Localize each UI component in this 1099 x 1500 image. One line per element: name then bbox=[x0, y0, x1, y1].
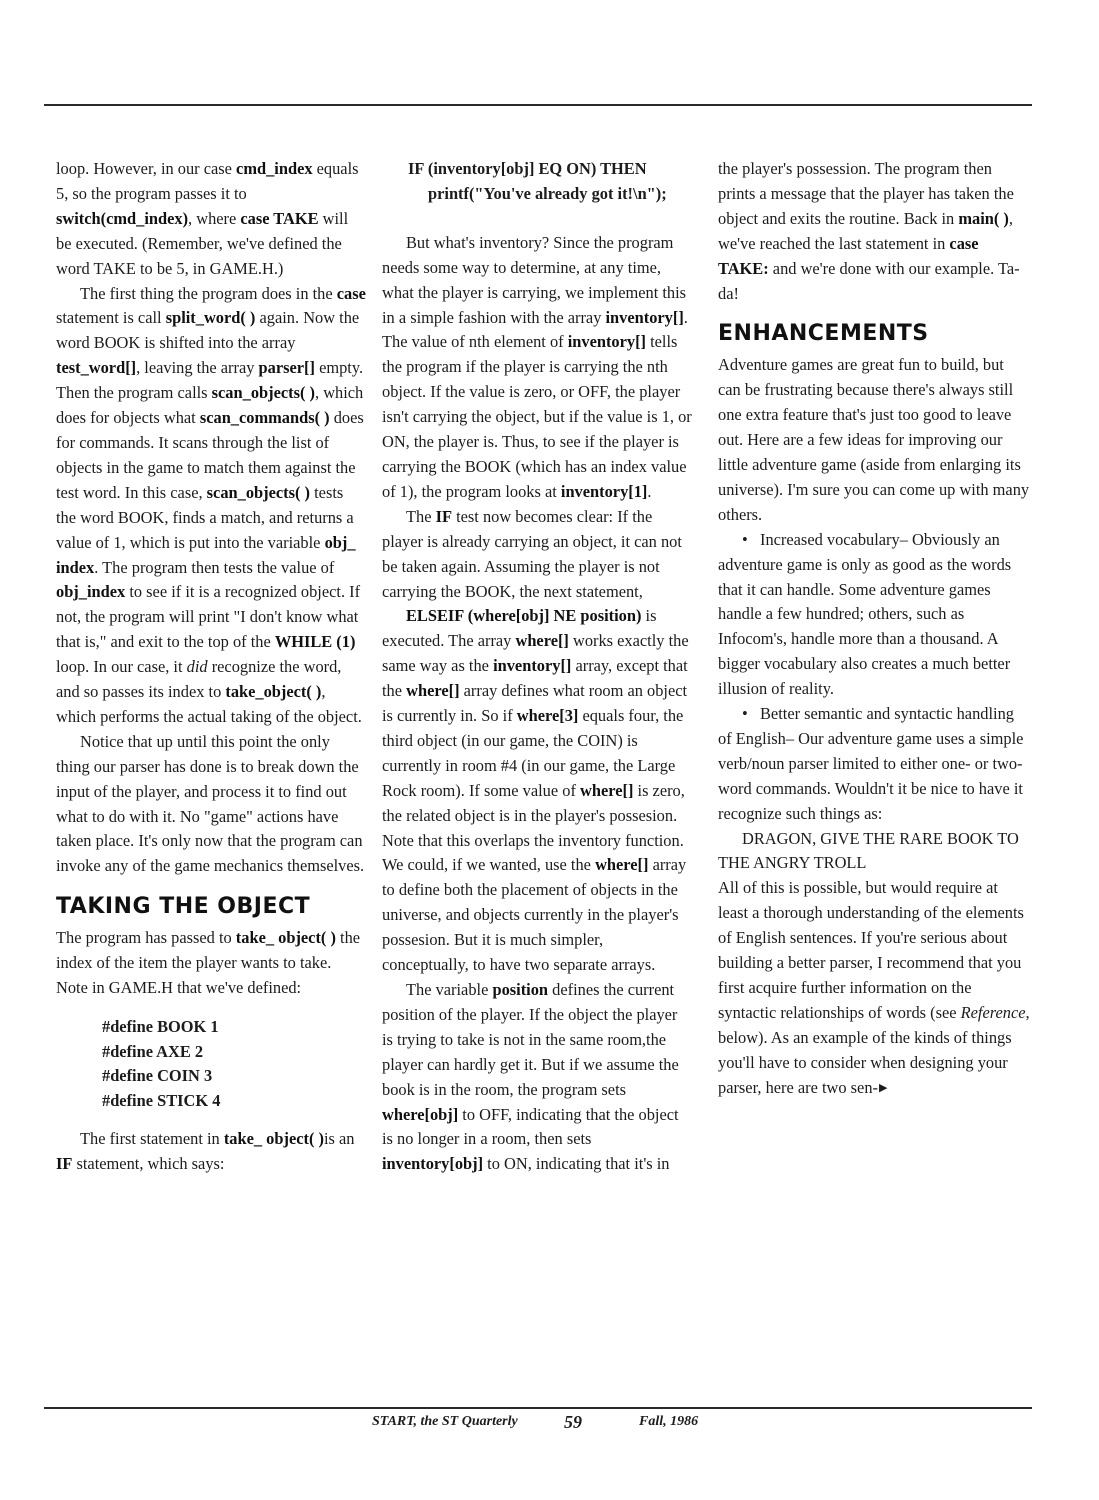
bullet-icon: • bbox=[742, 529, 748, 549]
col1-paragraph-5: The first statement in take_ object( )is an IF statement, which says: bbox=[56, 1129, 355, 1174]
col1-paragraph-1: loop. However, in our case cmd_index equals 5, so the program passes it to switch(cmd_index), where case TAKE will be executed. (Remember, we've defined the word TAKE to be 5, in GAME.H.) bbox=[56, 159, 359, 278]
code-line: #define AXE 2 bbox=[102, 1041, 204, 1061]
section-heading-enhancements: ENHANCEMENTS bbox=[718, 321, 929, 347]
col1-paragraph-3: Notice that up until this point the only thing our parser has done is to break down the input of the player, and process it to find out what to do with it. No "game" actions have taken place. It's only now that the program can invoke any of the game mechanics themselves. bbox=[56, 731, 365, 876]
col2-paragraph-3: ELSEIF (where[obj] NE position) is executed. The array where[] works exactly the same way as the inventory[] array, except that the where[] array defines what room an object is currently in. So if where[3] equals four, the third object (in our game, the COIN) is currently in room #4 (in our game, the Large Rock room). If some value of where[] is zero, the related object is in the player's possesion. Note that this overlaps the inventory function. We could, if we wanted, use the where[] array to define both the placement of objects in the universe, and objects currently in the player's possesion. But it is much simpler, conceptually, to have two separate arrays. bbox=[382, 606, 689, 975]
example-command-quote: DRAGON, GIVE THE RARE BOOK TO THE ANGRY TROLL bbox=[718, 828, 1019, 873]
col2-paragraph-1: But what's inventory? Since the program needs some way to determine, at any time, what the player is carrying, we implement this in a simple fashion with the array inventory[]. The value of nth element of inventory[] tells the program if the player is carrying the nth object. If the value is zero, or OFF, the player isn't carrying the object, but if the value is 1, or ON, the player is. Thus, to see if the player is carrying the BOOK (which has an index value of 1), the program looks at inventory[1]. bbox=[382, 232, 692, 501]
col3-paragraph-3: All of this is possible, but would require at least a thorough understanding of the elements of English sentences. If you're serious about building a better parser, I recommend that you first acquire further information on the syntactic relationships of words (see Reference, below). As an example of the kinds of things you'll have to consider when designing your parser, here are two sen-▶ bbox=[718, 876, 1030, 1100]
column-3 bbox=[718, 157, 1030, 1101]
code-line: IF (inventory[obj] EQ ON) THEN bbox=[408, 159, 647, 178]
col1-paragraph-4: The program has passed to take_ object( ) the index of the item the player wants to take. Note in GAME.H that we've defined: bbox=[56, 928, 361, 997]
col1-paragraph-2: The first thing the program does in the case statement is call split_word( ) again. Now the word BOOK is shifted into the array test_word[], leaving the array parser[] empty. Then the program calls scan_objects( ), which does for objects what scan_commands( ) does for commands. It scans through the list of objects in the game to match them against the test word. In this case, scan_objects( ) tests the word BOOK, finds a match, and returns a value of 1, which is put into the variable obj_ index. The program then tests the value of obj_index to see if it is a recognized object. If not, the program will print "I don't know what that is," and exit to the top of the WHILE (1) loop. In our case, it did recognize the word, and so passes its index to take_object( ), which performs the actual taking of the object. bbox=[56, 283, 366, 726]
footer-issue: Fall, 1986 bbox=[639, 1414, 699, 1429]
bottom-rule bbox=[44, 1407, 1032, 1409]
code-line: printf("You've already got it!\n"); bbox=[428, 183, 667, 203]
section-heading-taking-the-object: TAKING THE OBJECT bbox=[56, 894, 311, 920]
col2-paragraph-2: The IF test now becomes clear: If the player is already carrying an object, it can not be taken again. Assuming the player is not carrying the BOOK, the next statement, bbox=[382, 506, 682, 601]
top-rule bbox=[44, 104, 1032, 106]
define-code-block bbox=[102, 1015, 366, 1113]
col3-paragraph-2: Adventure games are great fun to build, but can be frustrating because there's always still one extra feature that's just too good to leave out. Here are a few ideas for improving our little adventure game (aside from enlarging its universe). I'm sure you can come up with many others. bbox=[718, 355, 1030, 524]
continue-arrow-icon: ▶ bbox=[878, 1081, 888, 1094]
bullet-item-semantic-handling: • Better semantic and syntactic handling of English– Our adventure game uses a simple verb/noun parser limited to either one- or two-word commands. Wouldn't it be nice to have it recognize such things as: bbox=[718, 704, 1024, 823]
bullet-icon: • bbox=[742, 704, 748, 724]
col3-paragraph-1: the player's possession. The program then prints a message that the player has taken the object and exits the routine. Back in main( ), we've reached the last statement in case TAKE: and we're done with our example. Ta-da! bbox=[718, 159, 1020, 303]
col2-paragraph-4: The variable position defines the current position of the player. If the object the player is trying to take is not in the same room,the player can hardly get it. But if we assume the book is in the room, the program sets where[obj] to OFF, indicating that the object is no longer in a room, then sets inventory[obj] to ON, indicating that it's in bbox=[382, 980, 679, 1174]
column-1 bbox=[56, 157, 366, 1177]
code-line: #define STICK 4 bbox=[102, 1090, 221, 1110]
footer-page-number: 59 bbox=[564, 1412, 582, 1432]
footer-publication: START, the ST Quarterly bbox=[372, 1414, 518, 1429]
bullet-item-vocabulary: • Increased vocabulary– Obviously an adventure game is only as good as the words that it can handle. Some adventure games handle a few hundred; others, such as Infocom's, handle more than a thousand. A bigger vocabulary also creates a much better illusion of reality. bbox=[718, 529, 1012, 699]
code-line: #define COIN 3 bbox=[102, 1066, 213, 1086]
if-code-block bbox=[408, 157, 692, 207]
code-line: #define BOOK 1 bbox=[102, 1016, 219, 1036]
column-2 bbox=[382, 157, 692, 1177]
